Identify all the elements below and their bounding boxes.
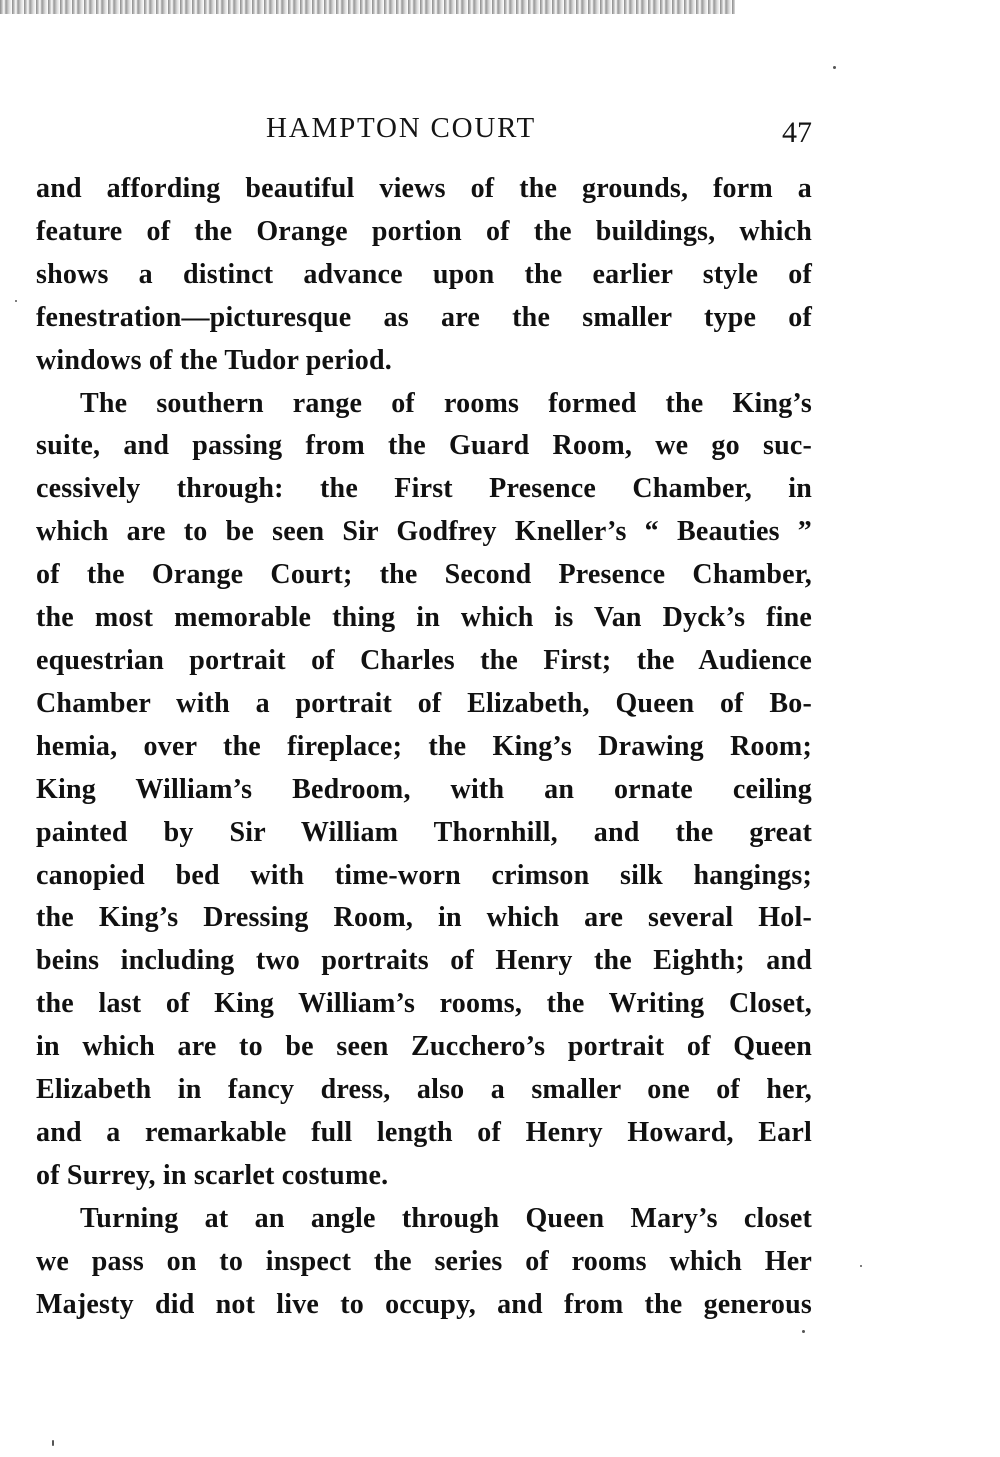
text-line: the last of King William’s rooms, the Writing Closet, <box>36 988 812 1020</box>
paragraph-3 <box>36 1198 812 1327</box>
page-number: 47 <box>782 116 812 149</box>
text-line: painted by Sir William Thornhill, and the great <box>36 816 812 848</box>
text-line: shows a distinct advance upon the earlier style of <box>36 258 812 290</box>
paragraph-1 <box>36 168 812 383</box>
text-line: hemia, over the fireplace; the King’s Drawing Room; <box>36 730 812 762</box>
text-line: and affording beautiful views of the grounds, form a <box>36 173 812 204</box>
scan-speck <box>833 66 836 69</box>
text-line: The southern range of rooms formed the King’s <box>80 387 812 419</box>
scan-speck <box>860 1265 862 1267</box>
text-line: we pass on to inspect the series of rooms which Her <box>36 1245 812 1277</box>
text-line: King William’s Bedroom, with an ornate ceiling <box>36 773 812 805</box>
text-line: feature of the Orange portion of the buildings, which <box>36 215 812 247</box>
body-text <box>36 168 812 1326</box>
text-line: windows of the Tudor period. <box>36 344 392 376</box>
text-line: Turning at an angle through Queen Mary’s closet <box>80 1202 812 1234</box>
text-line: canopied bed with time-worn crimson silk hangings; <box>36 859 812 891</box>
text-line: Elizabeth in fancy dress, also a smaller one of her, <box>36 1074 812 1106</box>
text-line: fenestration—picturesque as are the smaller type of <box>36 301 812 333</box>
text-line: which are to be seen Sir Godfrey Kneller’s “ Beauties ” <box>36 516 812 548</box>
scan-speck <box>15 300 17 302</box>
running-head: HAMPTON COURT <box>266 112 537 144</box>
text-line: Chamber with a portrait of Elizabeth, Queen of Bo- <box>36 687 812 719</box>
text-line: the most memorable thing in which is Van Dyck’s fine <box>36 602 812 634</box>
scan-speck <box>802 1330 805 1333</box>
text-line: of the Orange Court; the Second Presence Chamber, <box>36 559 812 591</box>
text-line: and a remarkable full length of Henry Howard, Earl <box>36 1116 812 1148</box>
text-line: equestrian portrait of Charles the First; the Audience <box>36 644 812 676</box>
text-line: Majesty did not live to occupy, and from the generous <box>36 1288 812 1320</box>
text-line: beins including two portraits of Henry the Eighth; and <box>36 945 812 977</box>
page-header <box>36 112 814 152</box>
scan-speck <box>52 1440 54 1446</box>
text-line: the King’s Dressing Room, in which are several Hol- <box>36 902 812 934</box>
text-line: of Surrey, in scarlet costume. <box>36 1159 389 1191</box>
text-line: in which are to be seen Zucchero’s portrait of Queen <box>36 1031 812 1063</box>
text-line: cessively through: the First Presence Chamber, in <box>36 473 812 505</box>
text-line: suite, and passing from the Guard Room, we go suc- <box>36 430 812 462</box>
paragraph-2 <box>36 383 812 1198</box>
scan-edge-noise <box>0 0 735 14</box>
